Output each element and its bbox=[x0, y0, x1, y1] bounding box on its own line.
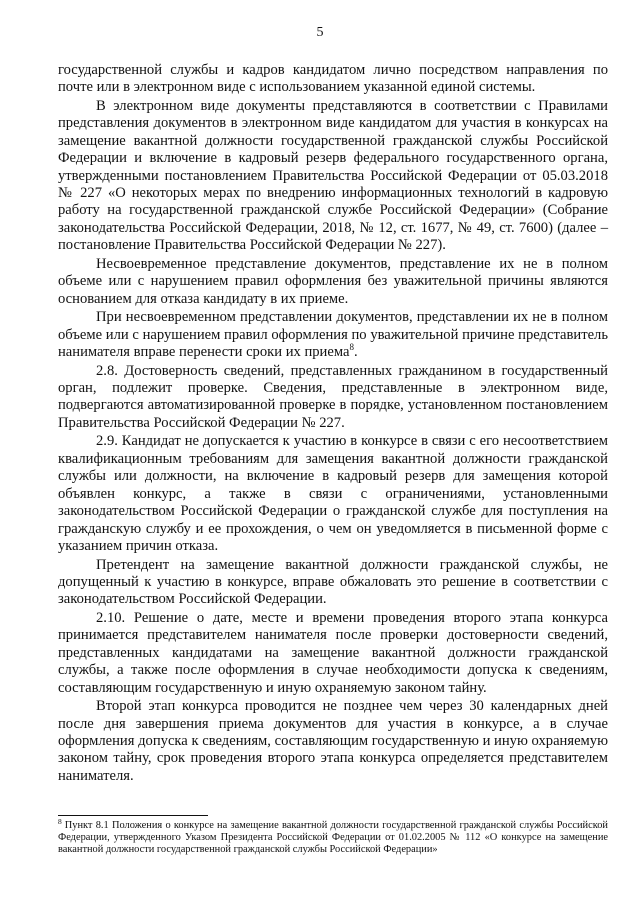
footnote-reference: 8 bbox=[349, 342, 354, 353]
paragraph-2-10: 2.10. Решение о дате, месте и времени проведения второго этапа конкурса принимается представителем нанимателя после проверки достоверности сведений, представленных кандидатами на замещение вакантной должности гражданской службы, а также после оформления в случае необходимости допуска к сведениям, составляющим государственную и иную охраняемую законом тайну. bbox=[58, 609, 608, 696]
paragraph-2-8: 2.8. Достоверность сведений, представленных гражданином в государственный орган, подлежит проверке. Сведения, представленные в электронном виде, подвергаются автоматизированной проверке в порядке, установленном постановлением Правительства Российской Федерации № 227. bbox=[58, 362, 608, 431]
footnote-mark: 8 bbox=[58, 816, 62, 826]
paragraph-appeal: Претендент на замещение вакантной должности гражданской службы, не допущенный к участию в конкурсе, вправе обжаловать это решение в соответствии с законодательством Российской Федерации. bbox=[58, 556, 608, 608]
page-number: 5 bbox=[316, 25, 324, 40]
footnote-divider bbox=[58, 815, 208, 816]
paragraph-valid-reason-text: При несвоевременном представлении документов, представлении их не в полном объеме или с нарушением правил оформления по уважительной причине представитель нанимателя вправе перенести сроки их приема bbox=[58, 309, 608, 361]
paragraph-electronic-submission: В электронном виде документы представляются в соответствии с Правилами представления документов в электронном виде кандидатом для участия в конкурсах на замещение вакантной должности государственной гражданской службы Российской Федерации и включение в кадровый резерв федерального государственного органа, утвержденными постановлением Правительства Российской Федерации от 05.03.2018 № 227 «О некоторых мерах по внедрению информационных технологий в кадровую работу на государственной гражданской службе Российской Федерации» (Собрание законодательства Российской Федерации, 2018, № 12, ст. 1677, № 49, ст. 7600) (далее – постановление Правительства Российской Федерации № 227). bbox=[58, 98, 608, 254]
footnote-text: Пункт 8.1 Положения о конкурсе на замещение вакантной должности государственной гражданской службы Российской Федерации, утвержденного Указом Президента Российской Федерации от 01.02.2005 № 112 «О конкурсе на замещение вакантной должности государственной гражданской службы Российской Федерации» bbox=[58, 820, 608, 856]
paragraph-continuation: государственной службы и кадров кандидатом лично посредством направления по почте или в электронном виде с использованием указанной единой системы. bbox=[58, 62, 608, 96]
paragraph-untimely-submission: Несвоевременное представление документов, представление их не в полном объеме или с нарушением правил оформления без уважительной причины являются основанием для отказа кандидату в их приеме. bbox=[58, 255, 608, 307]
paragraph-valid-reason-end: . bbox=[353, 344, 358, 361]
document-body bbox=[58, 62, 608, 786]
paragraph-valid-reason bbox=[58, 309, 608, 361]
paragraph-second-stage: Второй этап конкурса проводится не позднее чем через 30 календарных дней после дня завершения приема документов для участия в конкурсе, а в случае оформления допуска к сведениям, составляющим государственную и иную охраняемую законом тайну, срок проведения второго этапа конкурса определяется представителем нанимателя. bbox=[58, 698, 608, 784]
paragraph-2-9: 2.9. Кандидат не допускается к участию в конкурсе в связи с его несоответствием квалификационным требованиям для замещения вакантной должности гражданской службы или должности, на включение в кадровый резерв для замещения которой объявлен конкурс, а также в связи с ограничениями, установленными законодательством Российской Федерации о гражданской службе для поступления на гражданскую службу и ее прохождения, о чем он уведомляется в письменной форме с указанием причин отказа. bbox=[58, 433, 608, 554]
footnote bbox=[58, 816, 608, 857]
